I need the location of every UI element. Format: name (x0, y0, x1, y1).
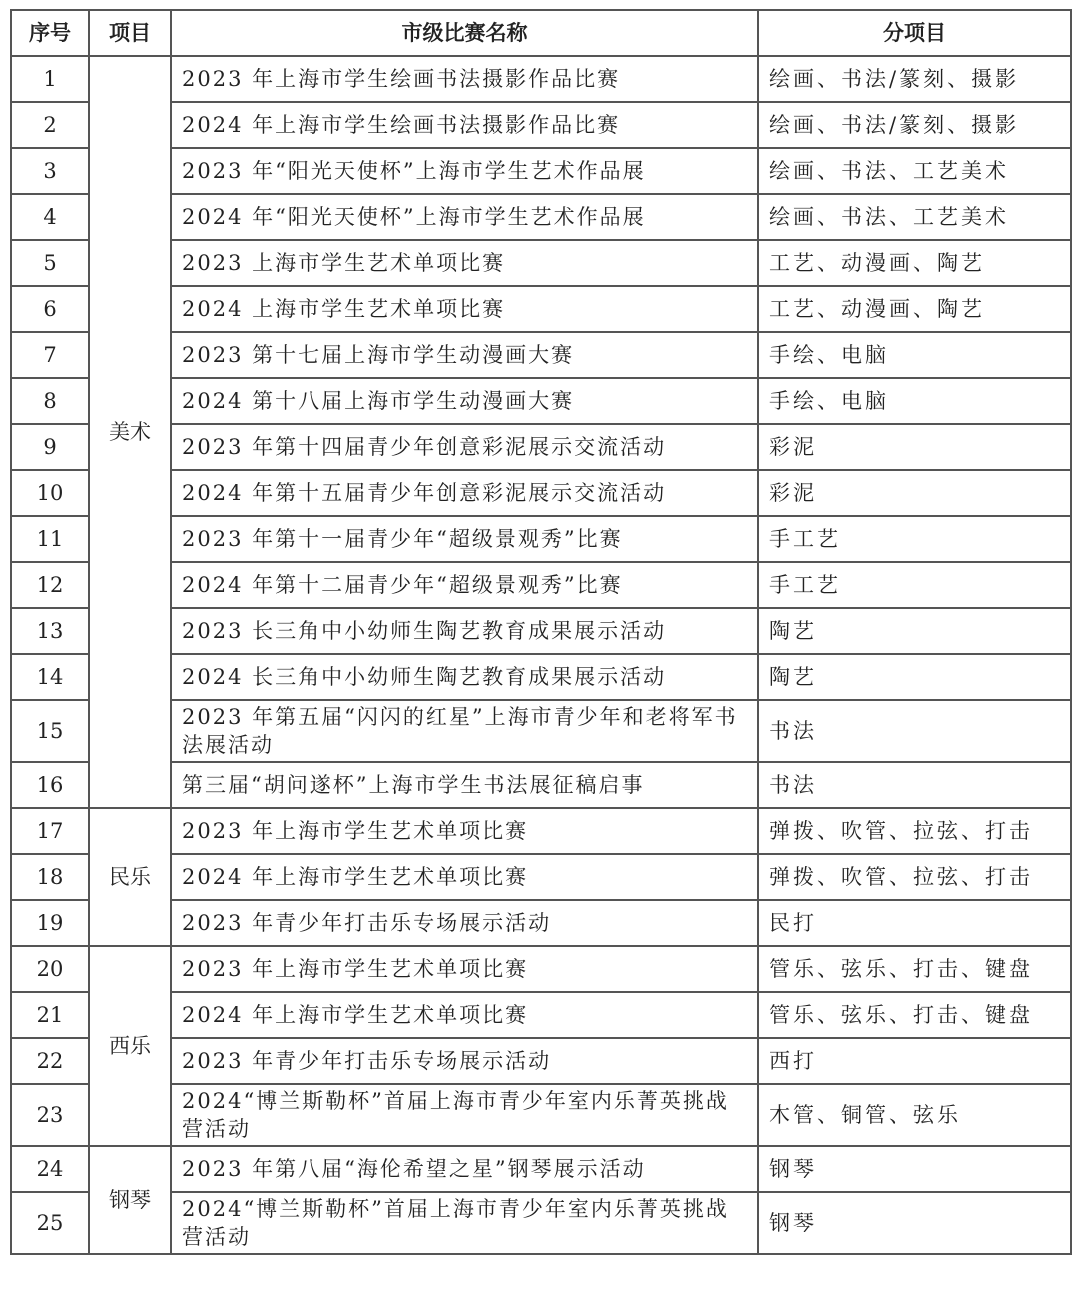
table-row (11, 1146, 1071, 1192)
row-name: 2023 年第五届“闪闪的红星”上海市青少年和老将军书法展活动 (171, 700, 758, 762)
header-name: 市级比赛名称 (171, 10, 758, 56)
row-seq: 16 (11, 762, 89, 808)
row-seq: 25 (11, 1192, 89, 1254)
row-name: 2024 长三角中小幼师生陶艺教育成果展示活动 (171, 654, 758, 700)
row-seq: 22 (11, 1038, 89, 1084)
row-seq: 21 (11, 992, 89, 1038)
row-name: 2024 上海市学生艺术单项比赛 (171, 286, 758, 332)
row-seq: 7 (11, 332, 89, 378)
row-seq: 5 (11, 240, 89, 286)
row-seq: 10 (11, 470, 89, 516)
row-seq: 17 (11, 808, 89, 854)
row-seq: 3 (11, 148, 89, 194)
row-name: 2023 长三角中小幼师生陶艺教育成果展示活动 (171, 608, 758, 654)
row-name: 第三届“胡问遂杯”上海市学生书法展征稿启事 (171, 762, 758, 808)
row-name: 2024 第十八届上海市学生动漫画大赛 (171, 378, 758, 424)
row-seq: 2 (11, 102, 89, 148)
row-seq: 4 (11, 194, 89, 240)
row-sub: 工艺、动漫画、陶艺 (758, 240, 1071, 286)
table-row (11, 946, 1071, 992)
competition-table (10, 9, 1072, 1255)
row-name: 2024“博兰斯勒杯”首届上海市青少年室内乐菁英挑战营活动 (171, 1084, 758, 1146)
category-piano: 钢琴 (89, 1146, 171, 1254)
row-sub: 绘画、书法/篆刻、摄影 (758, 56, 1071, 102)
table-row (11, 56, 1071, 102)
row-seq: 20 (11, 946, 89, 992)
category-western: 西乐 (89, 946, 171, 1146)
row-name: 2023 年“阳光天使杯”上海市学生艺术作品展 (171, 148, 758, 194)
row-sub: 绘画、书法、工艺美术 (758, 194, 1071, 240)
row-sub: 西打 (758, 1038, 1071, 1084)
row-name: 2023 年上海市学生绘画书法摄影作品比赛 (171, 56, 758, 102)
row-sub: 管乐、弦乐、打击、键盘 (758, 992, 1071, 1038)
row-sub: 民打 (758, 900, 1071, 946)
row-sub: 陶艺 (758, 654, 1071, 700)
row-name: 2023 年上海市学生艺术单项比赛 (171, 808, 758, 854)
row-sub: 彩泥 (758, 470, 1071, 516)
row-name: 2024 年上海市学生艺术单项比赛 (171, 854, 758, 900)
row-name: 2023 年上海市学生艺术单项比赛 (171, 946, 758, 992)
row-name: 2023 年青少年打击乐专场展示活动 (171, 1038, 758, 1084)
row-sub: 弹拨、吹管、拉弦、打击 (758, 808, 1071, 854)
row-seq: 9 (11, 424, 89, 470)
row-name: 2023 年第十一届青少年“超级景观秀”比赛 (171, 516, 758, 562)
row-sub: 彩泥 (758, 424, 1071, 470)
row-name: 2024 年上海市学生绘画书法摄影作品比赛 (171, 102, 758, 148)
row-seq: 1 (11, 56, 89, 102)
row-sub: 书法 (758, 762, 1071, 808)
row-seq: 13 (11, 608, 89, 654)
row-seq: 6 (11, 286, 89, 332)
row-sub: 手绘、电脑 (758, 378, 1071, 424)
row-name: 2023 年青少年打击乐专场展示活动 (171, 900, 758, 946)
category-folk: 民乐 (89, 808, 171, 946)
row-sub: 绘画、书法/篆刻、摄影 (758, 102, 1071, 148)
row-name: 2023 年第十四届青少年创意彩泥展示交流活动 (171, 424, 758, 470)
row-sub: 管乐、弦乐、打击、键盘 (758, 946, 1071, 992)
row-sub: 手工艺 (758, 562, 1071, 608)
row-seq: 15 (11, 700, 89, 762)
row-name: 2024 年第十二届青少年“超级景观秀”比赛 (171, 562, 758, 608)
row-sub: 弹拨、吹管、拉弦、打击 (758, 854, 1071, 900)
row-sub: 钢琴 (758, 1146, 1071, 1192)
row-seq: 14 (11, 654, 89, 700)
row-seq: 11 (11, 516, 89, 562)
row-sub: 绘画、书法、工艺美术 (758, 148, 1071, 194)
header-category: 项目 (89, 10, 171, 56)
header-row (11, 10, 1071, 56)
row-sub: 手绘、电脑 (758, 332, 1071, 378)
row-sub: 工艺、动漫画、陶艺 (758, 286, 1071, 332)
row-sub: 书法 (758, 700, 1071, 762)
header-sub: 分项目 (758, 10, 1071, 56)
table-row (11, 808, 1071, 854)
row-name: 2023 年第八届“海伦希望之星”钢琴展示活动 (171, 1146, 758, 1192)
row-seq: 24 (11, 1146, 89, 1192)
row-name: 2024 年“阳光天使杯”上海市学生艺术作品展 (171, 194, 758, 240)
row-seq: 12 (11, 562, 89, 608)
row-seq: 18 (11, 854, 89, 900)
row-name: 2023 上海市学生艺术单项比赛 (171, 240, 758, 286)
row-sub: 钢琴 (758, 1192, 1071, 1254)
header-seq: 序号 (11, 10, 89, 56)
row-name: 2023 第十七届上海市学生动漫画大赛 (171, 332, 758, 378)
row-seq: 8 (11, 378, 89, 424)
row-sub: 手工艺 (758, 516, 1071, 562)
row-name: 2024“博兰斯勒杯”首届上海市青少年室内乐菁英挑战营活动 (171, 1192, 758, 1254)
row-seq: 23 (11, 1084, 89, 1146)
row-name: 2024 年第十五届青少年创意彩泥展示交流活动 (171, 470, 758, 516)
category-art: 美术 (89, 56, 171, 808)
row-name: 2024 年上海市学生艺术单项比赛 (171, 992, 758, 1038)
row-sub: 陶艺 (758, 608, 1071, 654)
row-sub: 木管、铜管、弦乐 (758, 1084, 1071, 1146)
row-seq: 19 (11, 900, 89, 946)
